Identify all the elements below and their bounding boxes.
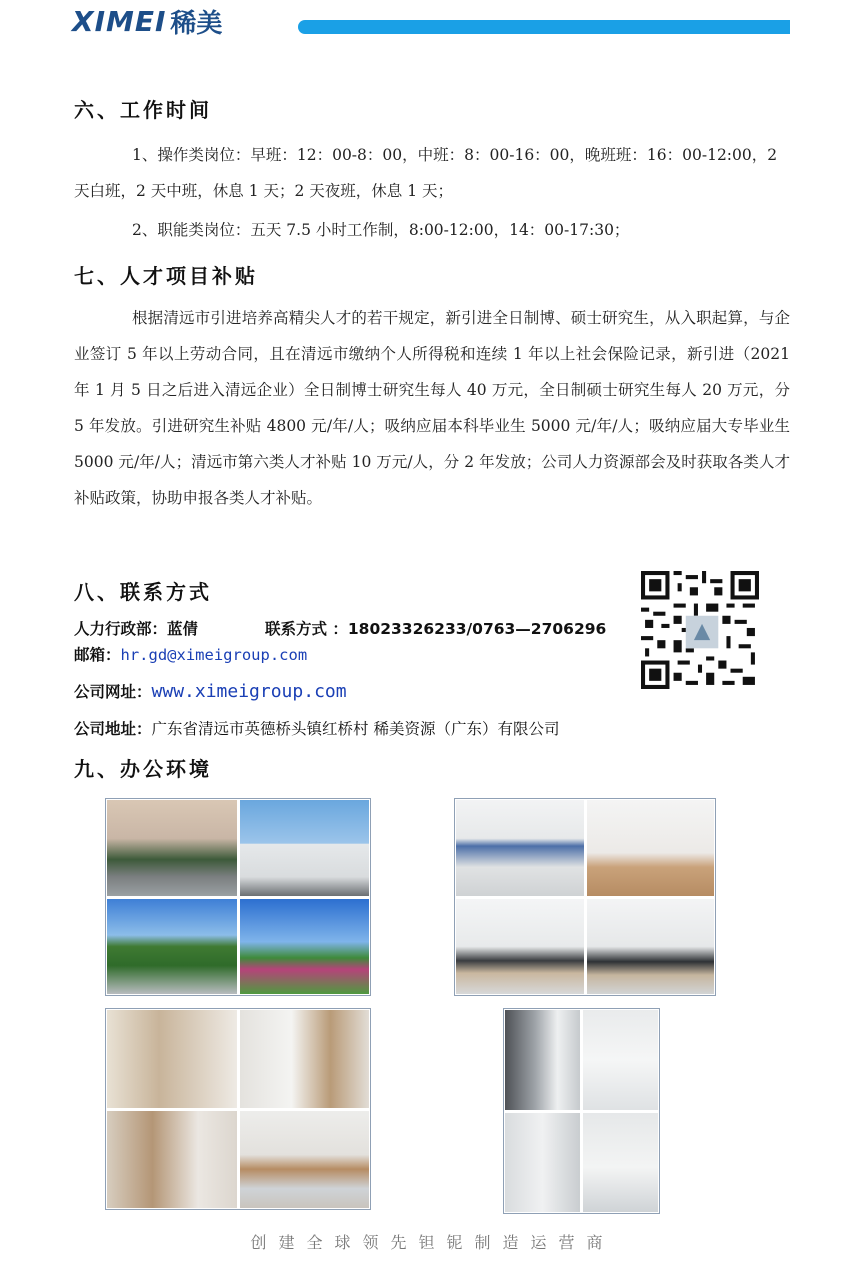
photo-garden <box>240 899 370 995</box>
qr-code-image <box>641 571 759 689</box>
website-label: 公司网址： <box>74 683 152 701</box>
address-label: 公司地址： <box>74 720 152 738</box>
address-value: 广东省清远市英德桥头镇红桥村 稀美资源（广东）有限公司 <box>151 720 560 738</box>
email-label: 邮箱： <box>74 646 121 664</box>
work-time-item-2: 2、职能类岗位：五天 7.5 小时工作制，8:00-12:00，14：00-17:30； <box>132 221 630 239</box>
photo-shower <box>505 1113 580 1213</box>
photo-dorm-wardrobe <box>107 1010 237 1108</box>
photo-factory-gate <box>107 800 237 896</box>
company-logo <box>72 4 222 38</box>
photo-dorm-room <box>240 1010 370 1108</box>
subsidy-body: 根据清远市引进培养高精尖人才的若干规定，新引进全日制博、硕士研究生，从入职起算，与企业签订 5 年以上劳动合同，且在清远市缴纳个人所得税和连续 1 年以上社会保险记录，新引进（2021 年 1 月 5 日之后进入清远企业）全日制博士研究生每人 40 万元，全日制硕士研究生每人 20 万元，分 5 年发放。引进研究生补贴 4800 元/年/人；吸纳应届本科毕业生 5000 元/年/人；吸纳应届大专毕业生 5000 元/年/人；清远市第六类人才补贴 10 万元/人，分 2 年发放；公司人力资源部会及时获取各类人才补贴政策，协助申报各类人才补贴。 <box>74 309 790 507</box>
photo-grid-bathroom <box>503 1008 660 1214</box>
photo-washing-machine <box>583 1010 658 1110</box>
photo-workspace-2 <box>587 899 715 995</box>
photo-dorm-cabinet <box>107 1111 237 1209</box>
website-line <box>74 680 347 702</box>
photo-mountain-road <box>107 899 237 995</box>
photo-grid-dormitory <box>105 1008 371 1210</box>
section-title-contact: 八、联系方式 <box>74 580 212 604</box>
photo-lobby <box>456 800 584 896</box>
address-line <box>74 717 559 739</box>
header-accent-bar <box>298 20 790 34</box>
hr-name: 蓝倩 <box>167 620 199 638</box>
section-title-work-time: 六、工作时间 <box>74 98 212 122</box>
photo-office-building <box>240 800 370 896</box>
phone-label: 联系方式 ： <box>264 620 348 638</box>
logo-text-en: XIMEI <box>72 4 167 38</box>
logo-text-cn: 稀美 <box>170 8 223 39</box>
section-title-subsidy: 七、人才项目补贴 <box>74 264 258 288</box>
photo-bathroom-sink <box>505 1010 580 1110</box>
hr-label: 人力行政部： <box>74 620 168 638</box>
footer-slogan: 创建全球领先钽铌制造运营商 <box>250 1233 615 1252</box>
email-link[interactable]: hr.gd@ximeigroup.com <box>120 646 308 664</box>
section-title-office: 九、办公环境 <box>74 757 212 781</box>
photo-reception <box>587 800 715 896</box>
photo-dorm-bed <box>240 1111 370 1209</box>
work-time-item-1: 1、操作类岗位：早班：12：00-8：00，中班：8：00-16：00，晚班班：16：00-12:00，2 天白班，2 天中班，休息 1 天；2 天夜班，休息 1 天； <box>74 146 778 200</box>
photo-water-heater <box>583 1113 658 1213</box>
photo-grid-office <box>454 798 716 996</box>
photo-grid-exterior <box>105 798 371 996</box>
hr-contact-line <box>74 617 606 639</box>
photo-workspace-1 <box>456 899 584 995</box>
phone-value: 18023326233/0763—2706296 <box>347 620 607 638</box>
email-line <box>74 643 307 665</box>
website-link[interactable]: www.ximeigroup.com <box>151 681 347 702</box>
